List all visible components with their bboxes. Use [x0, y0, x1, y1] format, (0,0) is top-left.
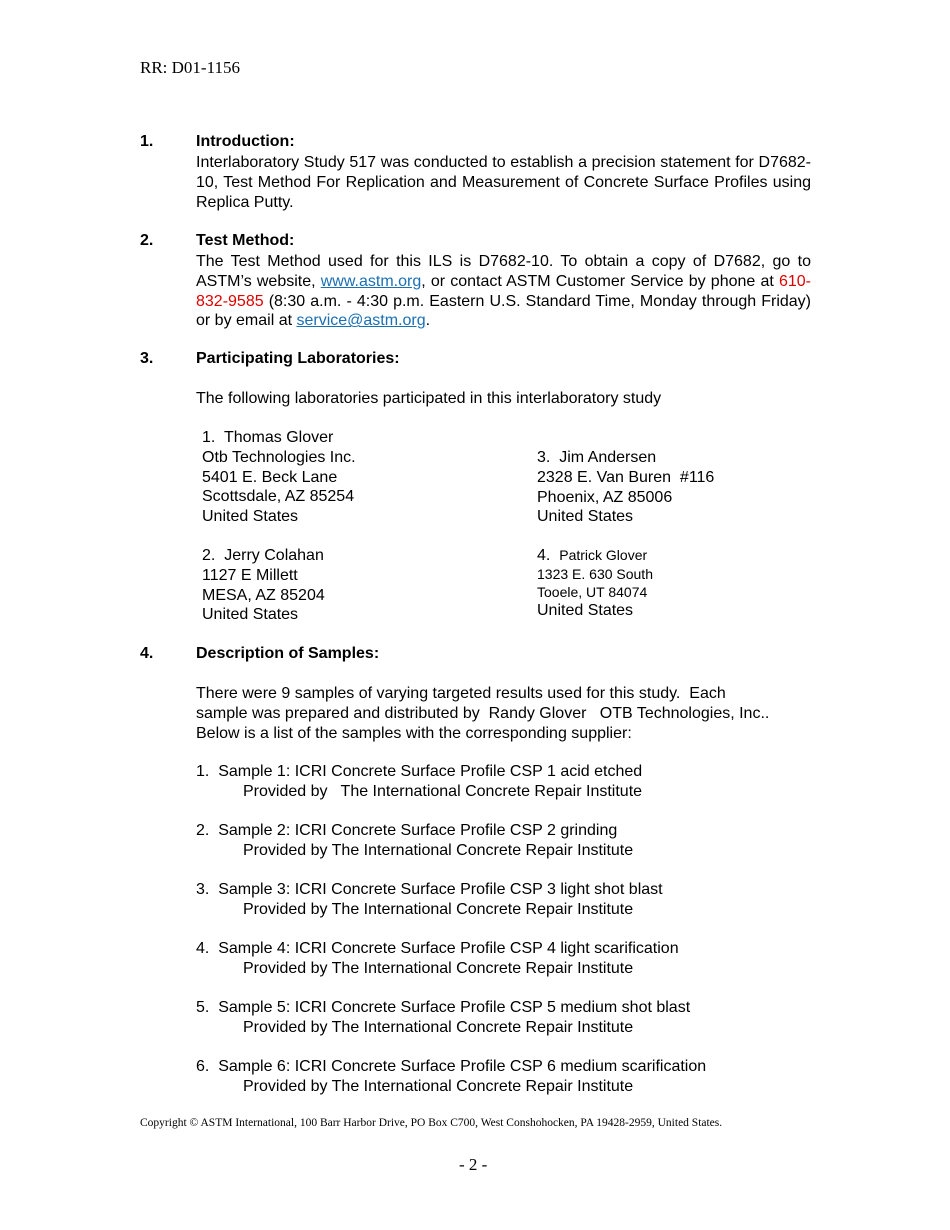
sample-2: [196, 821, 633, 861]
lab-2-line: United States: [202, 606, 299, 624]
lab-4-address: [537, 546, 653, 621]
sample-provider: Provided by The International Concrete Repair Institute: [243, 782, 643, 800]
lab-2-line: 1127 E Millett: [202, 566, 298, 584]
section-1-paragraph: Interlaboratory Study 517 was conducted to establish a precision statement for D7682-10, Test Method For Replication and Measurement of Concrete Surface Profiles using Replica Putty.: [196, 154, 811, 211]
lab-4-line: United States: [537, 602, 634, 619]
sample-provider: Provided by The International Concrete Repair Institute: [243, 1077, 634, 1095]
section-1-heading: Introduction:: [196, 133, 295, 150]
document-reference: RR: D01-1156: [140, 58, 240, 77]
test-method-text-b: , or contact ASTM Customer Service by phone at: [421, 272, 779, 290]
lab-4-line: [537, 546, 653, 565]
sample-5: [196, 998, 690, 1038]
lab-3-line: United States: [537, 508, 634, 526]
lab-2-line: 2. Jerry Colahan: [202, 547, 324, 564]
section-3-number: 3.: [140, 350, 154, 367]
sample-title: 2. Sample 2: ICRI Concrete Surface Profile CSP 2 grinding: [196, 822, 618, 839]
lab-2-address: [202, 546, 325, 625]
lab-1-line: Scottsdale, AZ 85254: [202, 488, 355, 506]
test-method-text-d: .: [425, 312, 431, 330]
lab-1-line: Otb Technologies Inc.: [202, 448, 356, 466]
customer-service-phone[interactable]: 610-832-9585: [196, 272, 812, 310]
lab-1-line: 5401 E. Beck Lane: [202, 468, 338, 486]
sample-1: [196, 762, 642, 802]
sample-title: 6. Sample 6: ICRI Concrete Surface Profile CSP 6 medium scarification: [196, 1058, 707, 1075]
labs-intro: The following laboratories participated in this interlaboratory study: [196, 390, 662, 407]
samples-intro: [196, 684, 769, 743]
sample-title: 3. Sample 3: ICRI Concrete Surface Profile CSP 3 light shot blast: [196, 881, 663, 898]
sample-provider: Provided by The International Concrete Repair Institute: [243, 841, 634, 859]
page-number: - 2 -: [459, 1155, 488, 1174]
sample-provider: Provided by The International Concrete Repair Institute: [243, 1018, 634, 1036]
sample-6: [196, 1057, 706, 1097]
test-method-text-a: The Test Method used for this ILS is D7682-10. To obtain a copy of D7682, go to ASTM’s website,: [196, 253, 811, 290]
copyright-footer: Copyright © ASTM International, 100 Barr Harbor Drive, PO Box C700, West Conshohocken, PA 19428-2959, United States.: [140, 1117, 723, 1129]
test-method-text-c: (8:30 a.m. - 4:30 p.m. Eastern U.S. Standard Time, Monday through Friday) or by email at: [196, 292, 811, 330]
sample-provider: Provided by The International Concrete Repair Institute: [243, 900, 634, 918]
lab-4-number: 4.: [537, 547, 551, 564]
lab-3-line: 2328 E. Van Buren #116: [537, 468, 715, 486]
samples-intro-line: There were 9 samples of varying targeted results used for this study. Each: [196, 685, 726, 702]
lab-4-line: Tooele, UT 84074: [537, 584, 648, 600]
sample-provider: Provided by The International Concrete Repair Institute: [243, 959, 634, 977]
lab-4-line: 1323 E. 630 South: [537, 566, 653, 582]
samples-intro-line: Below is a list of the samples with the corresponding supplier:: [196, 724, 632, 742]
lab-3-line: 3. Jim Andersen: [537, 449, 657, 466]
lab-1-line: United States: [202, 508, 299, 526]
lab-1-address: [202, 428, 356, 527]
section-4-number: 4.: [140, 645, 154, 662]
sample-title: 1. Sample 1: ICRI Concrete Surface Profile CSP 1 acid etched: [196, 763, 643, 780]
section-3-heading: Participating Laboratories:: [196, 350, 400, 367]
samples-intro-line: sample was prepared and distributed by Randy Glover OTB Technologies, Inc..: [196, 704, 770, 722]
section-4-heading: Description of Samples:: [196, 645, 380, 662]
lab-4-name: Patrick Glover: [559, 547, 648, 563]
sample-4: [196, 939, 679, 979]
lab-3-line: Phoenix, AZ 85006: [537, 488, 673, 506]
sample-title: 5. Sample 5: ICRI Concrete Surface Profile CSP 5 medium shot blast: [196, 999, 691, 1016]
lab-2-line: MESA, AZ 85204: [202, 586, 325, 604]
astm-website-link[interactable]: www.astm.org: [320, 272, 422, 290]
lab-3-address: [537, 448, 714, 527]
service-email-link[interactable]: service@astm.org: [296, 312, 426, 330]
sample-title: 4. Sample 4: ICRI Concrete Surface Profile CSP 4 light scarification: [196, 940, 679, 957]
section-2-paragraph: [196, 252, 811, 331]
section-1-number: 1.: [140, 133, 154, 150]
section-2-number: 2.: [140, 232, 154, 249]
sample-3: [196, 880, 663, 920]
section-2-heading: Test Method:: [196, 232, 295, 249]
lab-1-line: 1. Thomas Glover: [202, 429, 334, 446]
